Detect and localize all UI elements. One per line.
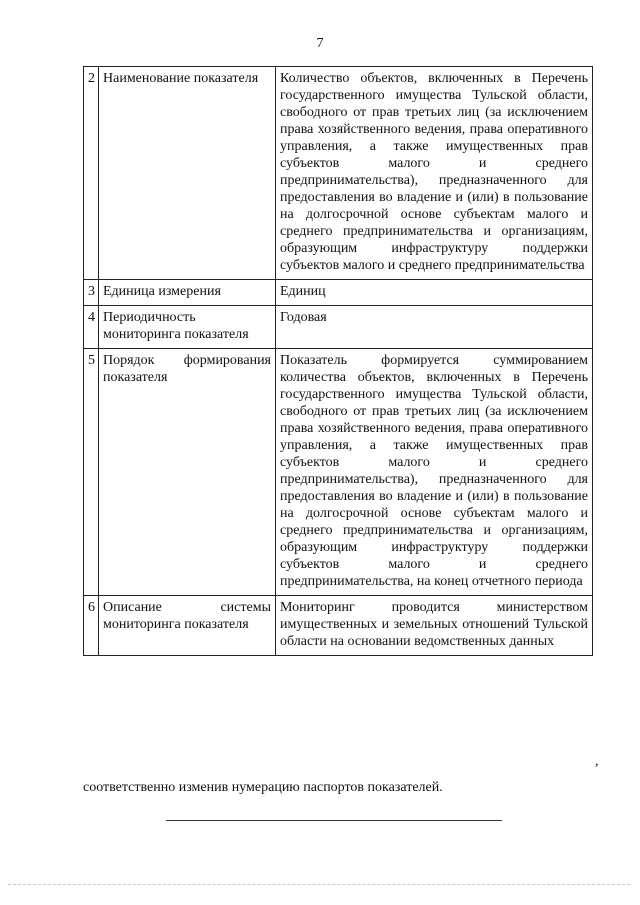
separator-line bbox=[166, 820, 502, 821]
table-row bbox=[84, 280, 593, 306]
row-label: Наименование показателя bbox=[99, 67, 276, 280]
row-value: Количество объектов, включенных в Перечень государственного имущества Тульской области, свободного от прав третьих лиц (за исключением права хозяйственного ведения, права оперативного управления, а также имущественных прав субъектов малого и среднего предпринимательства), предназначенного для предоставления во владение и (или) в пользование на долгосрочной основе субъектам малого и среднего предпринимательства и организациям, образующим инфраструктуру поддержки субъектов малого и среднего предпринимательства bbox=[276, 67, 593, 280]
indicator-passport-table bbox=[83, 66, 593, 656]
row-number: 5 bbox=[84, 349, 99, 596]
row-number: 2 bbox=[84, 67, 99, 280]
closing-text: соответственно изменив нумерацию паспортов показателей. bbox=[83, 780, 443, 795]
row-value: Показатель формируется суммированием количества объектов, включенных в Перечень государственного имущества Тульской области, свободного от прав третьих лиц (за исключением права хозяйственного ведения, права оперативного управления, а также имущественных прав субъектов малого и среднего предпринимательства), предназначенного для предоставления во владение и (или) в пользование на долгосрочной основе субъектам малого и среднего предпринимательства и организациям, образующим инфраструктуру поддержки субъектов малого и среднего предпринимательства, на конец отчетного периода bbox=[276, 349, 593, 596]
row-label: Описание системы мониторинга показателя bbox=[99, 596, 276, 656]
row-label: Порядок формирования показателя bbox=[99, 349, 276, 596]
row-number: 6 bbox=[84, 596, 99, 656]
row-value: Единиц bbox=[276, 280, 593, 306]
row-number: 3 bbox=[84, 280, 99, 306]
row-value: Мониторинг проводится министерством имущественных и земельных отношений Тульской области на основании ведомственных данных bbox=[276, 596, 593, 656]
table-row bbox=[84, 349, 593, 596]
trailing-comma: , bbox=[595, 754, 599, 769]
row-label: Периодичность мониторинга показателя bbox=[99, 306, 276, 349]
page-number: 7 bbox=[316, 36, 324, 51]
row-number: 4 bbox=[84, 306, 99, 349]
table-row bbox=[84, 596, 593, 656]
scan-edge-artifact bbox=[8, 884, 630, 885]
table-row bbox=[84, 306, 593, 349]
table-row bbox=[84, 67, 593, 280]
row-value: Годовая bbox=[276, 306, 593, 349]
row-label: Единица измерения bbox=[99, 280, 276, 306]
